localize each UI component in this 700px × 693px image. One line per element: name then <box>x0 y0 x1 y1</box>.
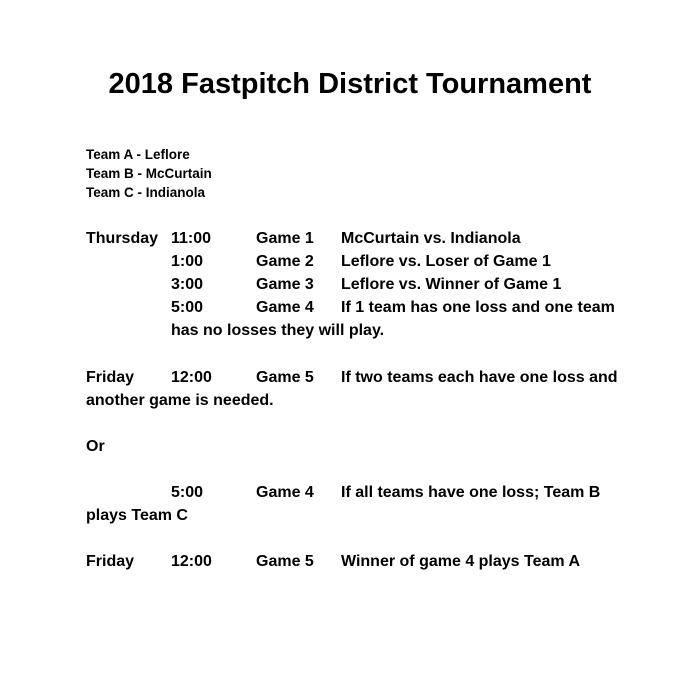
schedule-game: Game 5 <box>256 553 314 570</box>
schedule-time: 12:00 <box>171 553 212 570</box>
schedule-day: Friday <box>86 553 135 570</box>
team-entry: Team C - Indianola <box>86 185 206 200</box>
schedule-day: Friday <box>86 369 135 386</box>
schedule-time: 12:00 <box>171 369 212 386</box>
schedule-desc: If two teams each have one loss and <box>341 369 618 386</box>
schedule-game: Game 2 <box>256 253 314 270</box>
schedule-desc: Leflore vs. Loser of Game 1 <box>341 253 551 270</box>
schedule-time: 1:00 <box>171 253 204 270</box>
team-entry: Team B - McCurtain <box>86 166 212 181</box>
page-title: 2018 Fastpitch District Tournament <box>108 68 592 100</box>
schedule-time: 3:00 <box>171 276 204 293</box>
schedule-game: Game 4 <box>256 484 314 501</box>
schedule-game: Game 3 <box>256 276 314 293</box>
schedule-game: Game 1 <box>256 230 314 247</box>
schedule-time: 11:00 <box>171 230 212 247</box>
schedule-desc-continuation: another game is needed. <box>86 392 274 409</box>
schedule-desc: McCurtain vs. Indianola <box>341 230 521 247</box>
schedule-desc: If all teams have one loss; Team B <box>341 484 601 501</box>
schedule-desc-continuation: plays Team C <box>86 507 188 524</box>
schedule-desc: Winner of game 4 plays Team A <box>341 553 581 570</box>
team-entry: Team A - Leflore <box>86 147 190 162</box>
schedule-desc-continuation: has no losses they will play. <box>171 322 385 339</box>
schedule-game: Game 4 <box>256 299 314 316</box>
or-label: Or <box>86 438 105 455</box>
schedule-day: Thursday <box>86 230 159 247</box>
schedule-desc: If 1 team has one loss and one team <box>341 299 615 316</box>
schedule-time: 5:00 <box>171 299 204 316</box>
schedule-desc: Leflore vs. Winner of Game 1 <box>341 276 562 293</box>
schedule-game: Game 5 <box>256 369 314 386</box>
schedule-time: 5:00 <box>171 484 204 501</box>
